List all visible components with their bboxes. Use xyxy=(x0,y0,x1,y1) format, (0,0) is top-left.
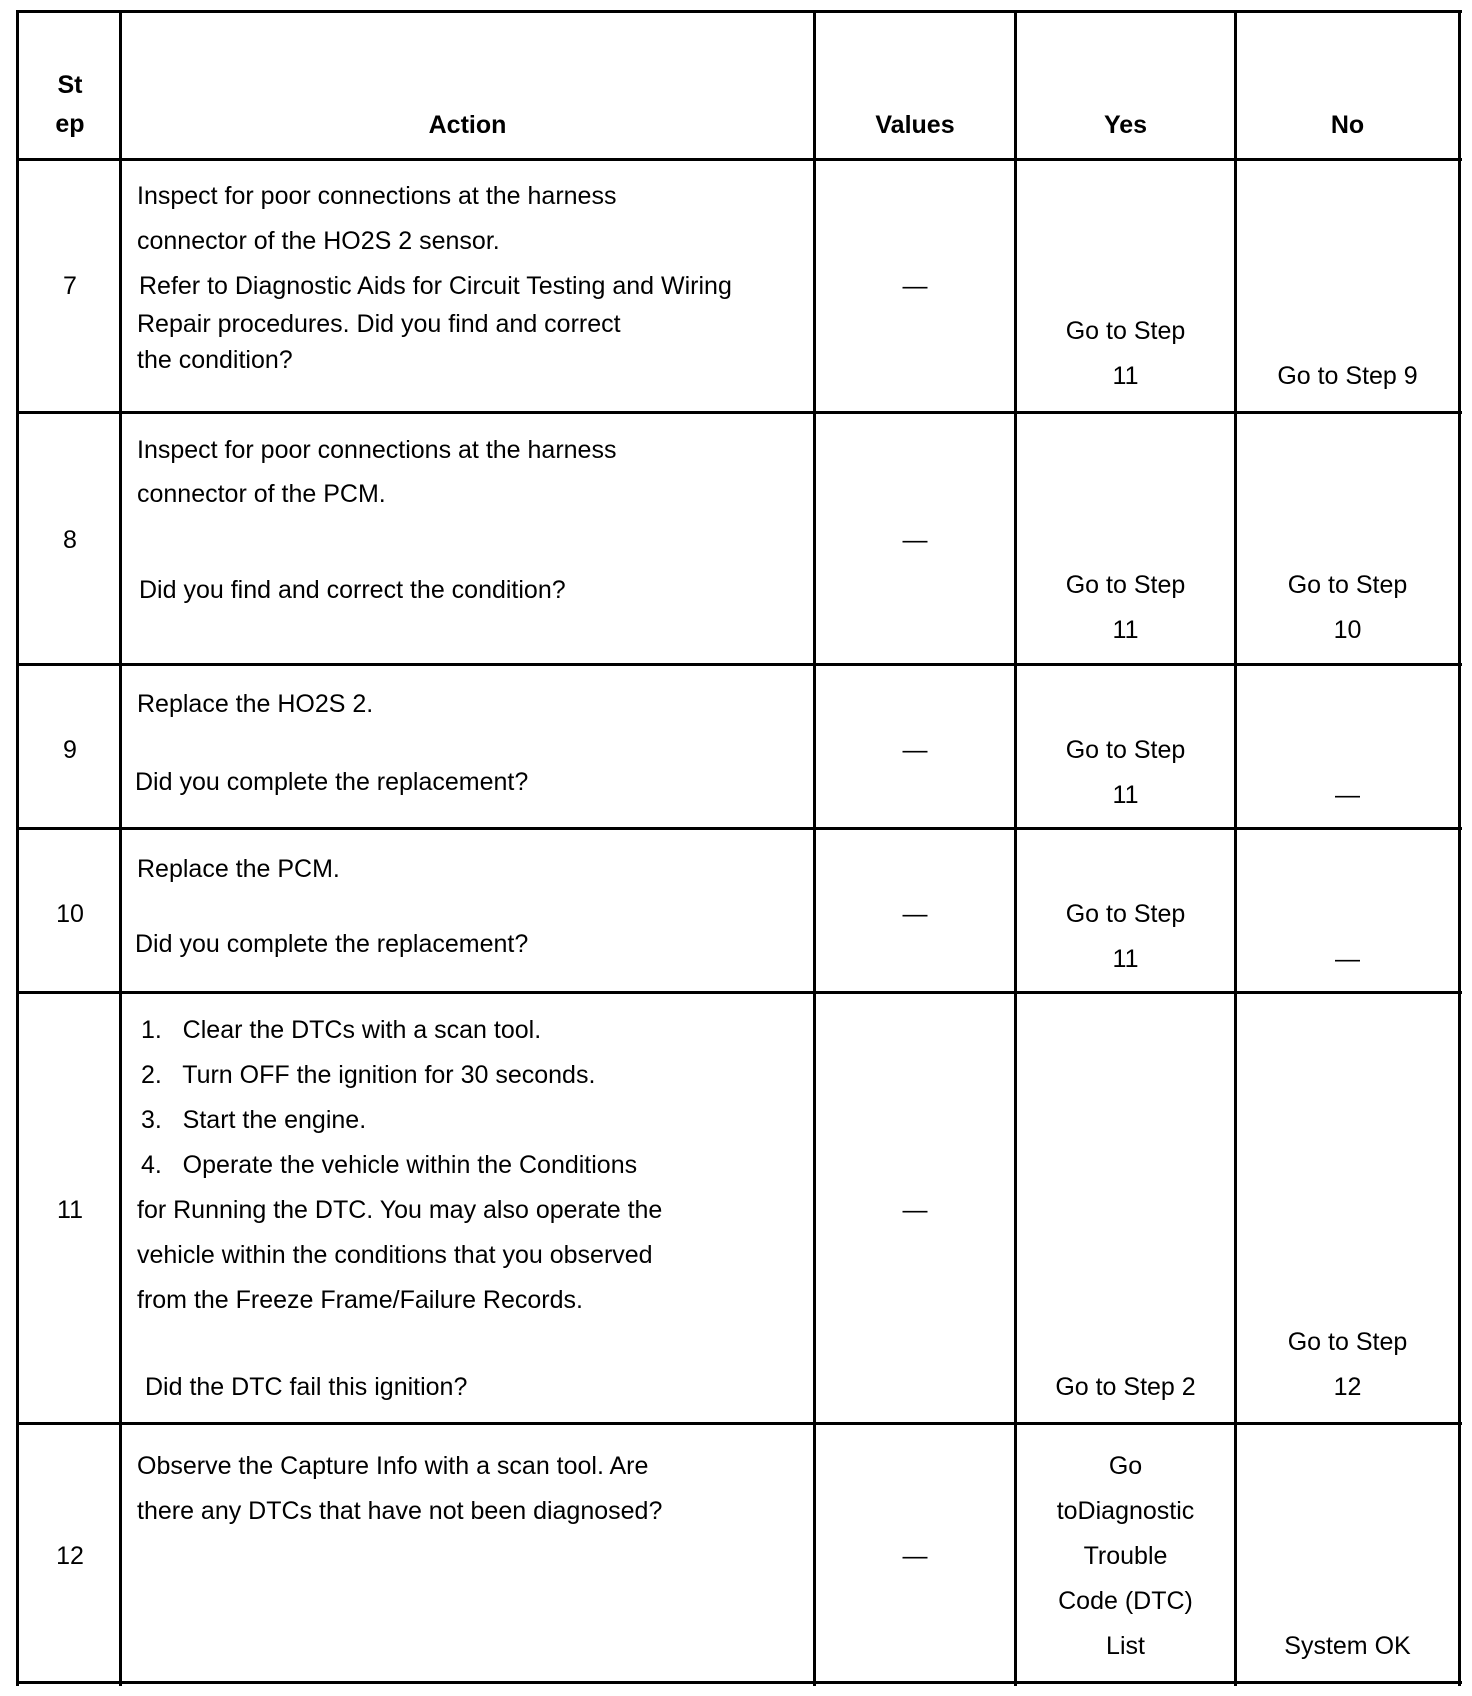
value-dash: — xyxy=(902,900,928,928)
yes-outcome-line: Go to Step 2 xyxy=(1055,1373,1196,1401)
action-line: Replace the HO2S 2. xyxy=(137,690,374,718)
action-line: Repair procedures. Did you find and correct xyxy=(137,310,621,338)
no-outcome-line: Go to Step xyxy=(1287,1328,1408,1356)
yes-outcome-line: 11 xyxy=(1112,616,1139,644)
header-step-line: St xyxy=(57,71,83,99)
action-line: for Running the DTC. You may also operate the xyxy=(137,1196,663,1224)
yes-outcome-line: 11 xyxy=(1112,362,1139,390)
row-divider xyxy=(16,663,1462,666)
header-step xyxy=(20,71,120,138)
value-dash: — xyxy=(902,526,928,554)
header-action: Action xyxy=(428,111,507,139)
action-line: 4. Operate the vehicle within the Conditions xyxy=(141,1151,638,1179)
value-dash: — xyxy=(902,1196,928,1224)
row-divider xyxy=(16,1422,1462,1425)
table-border-bottom xyxy=(16,1681,1462,1684)
header-divider xyxy=(16,158,1462,161)
row-divider xyxy=(16,827,1462,830)
table-border-left xyxy=(16,10,19,1686)
yes-outcome-line: List xyxy=(1106,1632,1145,1660)
step-number: 8 xyxy=(63,526,77,554)
step-number: 9 xyxy=(63,736,77,764)
row-divider xyxy=(16,991,1462,994)
header-no: No xyxy=(1330,111,1365,139)
action-line: 3. Start the engine. xyxy=(141,1106,367,1134)
value-dash: — xyxy=(902,736,928,764)
yes-outcome-line: 11 xyxy=(1112,945,1139,973)
header-values: Values xyxy=(875,111,955,139)
yes-outcome-line: 11 xyxy=(1112,781,1139,809)
column-divider xyxy=(119,10,122,1686)
yes-outcome-line: Trouble xyxy=(1083,1542,1168,1570)
action-line: Did you find and correct the condition? xyxy=(139,576,566,604)
action-line: vehicle within the conditions that you observed xyxy=(137,1241,653,1269)
action-line: Observe the Capture Info with a scan tool. Are xyxy=(137,1452,649,1480)
no-outcome-line: System OK xyxy=(1284,1632,1411,1660)
column-divider xyxy=(813,10,816,1686)
column-divider xyxy=(1014,10,1017,1686)
column-divider xyxy=(1234,10,1237,1686)
row-divider xyxy=(16,411,1462,414)
action-line: connector of the PCM. xyxy=(137,480,386,508)
action-line: 1. Clear the DTCs with a scan tool. xyxy=(141,1016,542,1044)
no-outcome-line: — xyxy=(1335,781,1360,809)
yes-outcome-line: Go xyxy=(1108,1452,1143,1480)
no-outcome-line: — xyxy=(1335,945,1360,973)
step-number: 11 xyxy=(57,1196,83,1224)
no-outcome-line: Go to Step 9 xyxy=(1277,362,1418,390)
no-outcome-line: 10 xyxy=(1333,616,1362,644)
step-number: 10 xyxy=(56,900,84,928)
header-step-line: ep xyxy=(55,110,85,138)
action-line: Refer to Diagnostic Aids for Circuit Testing and Wiring xyxy=(139,272,732,300)
value-dash: — xyxy=(902,272,928,300)
step-number: 12 xyxy=(56,1542,84,1570)
table-border-right xyxy=(1458,10,1461,1686)
yes-outcome-line: Go to Step xyxy=(1065,571,1186,599)
action-line: Did the DTC fail this ignition? xyxy=(145,1373,468,1401)
action-line: Did you complete the replacement? xyxy=(135,768,529,796)
no-outcome-line: Go to Step xyxy=(1287,571,1408,599)
yes-outcome-line: Go to Step xyxy=(1065,317,1186,345)
action-line: Did you complete the replacement? xyxy=(135,930,529,958)
action-line: 2. Turn OFF the ignition for 30 seconds. xyxy=(141,1061,596,1089)
yes-outcome-line: Go to Step xyxy=(1065,900,1186,928)
action-line: Inspect for poor connections at the harness xyxy=(137,436,617,464)
yes-outcome-line: Code (DTC) xyxy=(1058,1587,1193,1615)
action-line: the condition? xyxy=(137,346,293,374)
yes-outcome-line: Go to Step xyxy=(1065,736,1186,764)
action-line: connector of the HO2S 2 sensor. xyxy=(137,227,500,255)
header-yes: Yes xyxy=(1103,111,1148,139)
value-dash: — xyxy=(902,1542,928,1570)
action-line: Replace the PCM. xyxy=(137,855,340,883)
action-line: from the Freeze Frame/Failure Records. xyxy=(137,1286,583,1314)
step-number: 7 xyxy=(63,272,77,300)
action-line: there any DTCs that have not been diagnosed? xyxy=(137,1497,663,1525)
action-line: Inspect for poor connections at the harness xyxy=(137,182,617,210)
yes-outcome-line: toDiagnostic xyxy=(1056,1497,1195,1525)
table-border-top xyxy=(16,10,1462,13)
no-outcome-line: 12 xyxy=(1333,1373,1362,1401)
